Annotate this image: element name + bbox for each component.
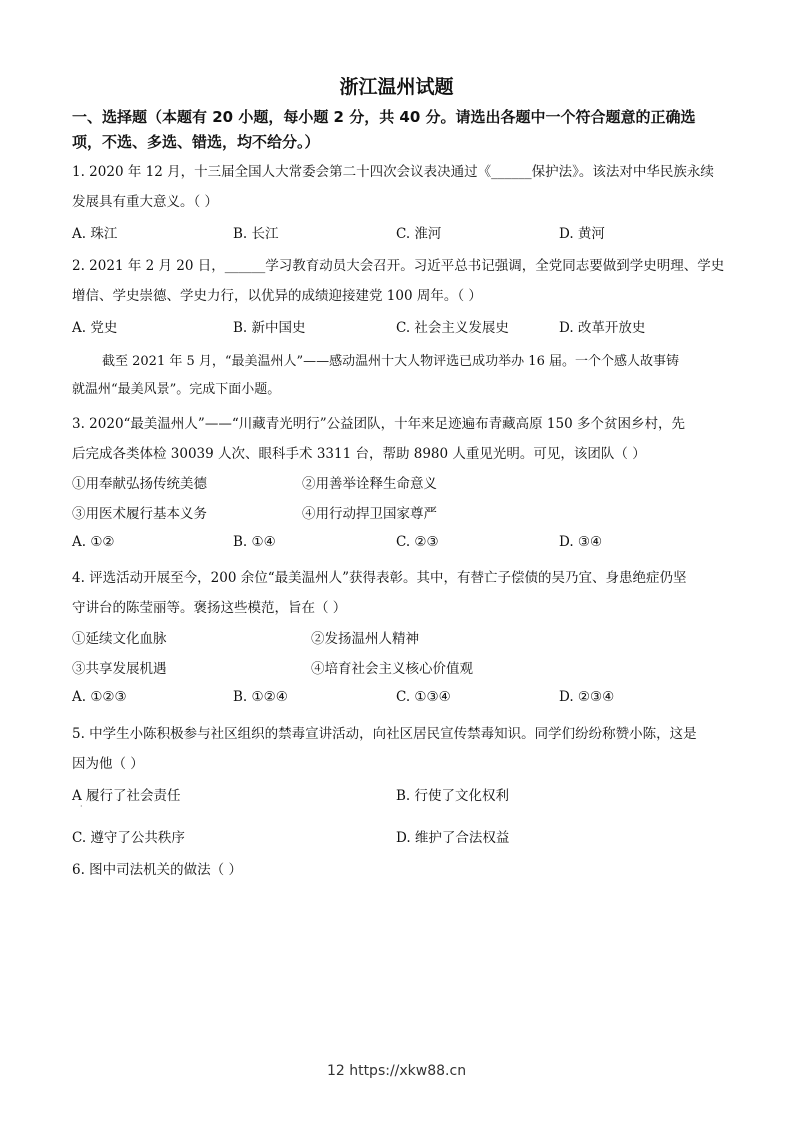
- q2-option-b: B. 新中国史: [233, 320, 306, 336]
- q3-option-b: B. ①④: [233, 534, 276, 550]
- q2-text-line-2: 增信、学史崇德、学史力行，以优异的成绩迎接建党 100 周年。（ ）: [72, 288, 482, 304]
- material-text-line-1: 截至 2021 年 5 月，“最美温州人”——感动温州十大人物评选已成功举办 16 届。一个个感人故事铸: [102, 354, 679, 369]
- q1-option-a: A. 珠江: [72, 226, 118, 242]
- q3-option-c: C. ②③: [396, 534, 439, 550]
- q1-option-c: C. 淮河: [396, 226, 442, 242]
- q3-text-line-1: 3. 2020“最美温州人”——“川藏青光明行”公益团队，十年来足迹遍布青藏高原 150 多个贫困乡村，先: [72, 416, 685, 432]
- q4-item-3: ③共享发展机遇: [72, 661, 167, 677]
- section-heading-line-1: 一、选择题（本题有 20 小题，每小题 2 分，共 40 分。请选出各题中一个符合题意的正确选: [72, 108, 696, 126]
- q3-option-a: A. ①②: [72, 534, 115, 550]
- page-title: 浙江温州试题: [339, 76, 454, 98]
- q3-item-1: ①用奉献弘扬传统美德: [72, 476, 207, 492]
- q4-option-d: D. ②③④: [559, 689, 615, 705]
- q1-option-b: B. 长江: [233, 226, 279, 242]
- q3-option-d: D. ③④: [559, 534, 603, 550]
- q5-text-line-2: 因为他（ ）: [72, 756, 144, 772]
- q4-option-a: A. ①②③: [72, 689, 127, 705]
- q2-option-a: A. 党史: [72, 320, 118, 336]
- q6-text-line-1: 6. 图中司法机关的做法（ ）: [72, 862, 242, 878]
- material-text-line-2: 就温州“最美风景”。完成下面小题。: [72, 382, 281, 397]
- q5-option-d: D. 维护了合法权益: [396, 830, 510, 846]
- q4-item-2: ②发扬温州人精神: [311, 631, 419, 647]
- q4-option-b: B. ①②④: [233, 689, 288, 705]
- q5-option-b: B. 行使了文化权利: [396, 788, 510, 804]
- q3-item-2: ②用善举诠释生命意义: [302, 476, 437, 492]
- q5-option-a: A 履行了社会责任: [72, 788, 181, 804]
- q3-item-4: ④用行动捍卫国家尊严: [302, 506, 437, 522]
- q5-option-c: C. 遵守了公共秩序: [72, 830, 185, 846]
- q4-item-1: ①延续文化血脉: [72, 631, 167, 647]
- q1-text-line-1: 1. 2020 年 12 月，十三届全国人大常委会第二十四次会议表决通过《______保护法》。该法对中华民族永续: [72, 164, 714, 180]
- q5-text-line-1: 5. 中学生小陈积极参与社区组织的禁毒宣讲活动，向社区居民宣传禁毒知识。同学们纷纷称赞小陈，这是: [72, 726, 697, 742]
- q2-option-c: C. 社会主义发展史: [396, 320, 509, 336]
- q1-option-d: D. 黄河: [559, 226, 605, 242]
- section-heading-line-2: 项，不选、多选、错选，均不给分。）: [72, 133, 320, 151]
- q2-option-d: D. 改革开放史: [559, 320, 646, 336]
- q4-option-c: C. ①③④: [396, 689, 451, 705]
- q3-item-3: ③用医术履行基本义务: [72, 506, 207, 522]
- q1-text-line-2: 发展具有重大意义。（ ）: [72, 194, 219, 210]
- q4-item-4: ④培育社会主义核心价值观: [311, 661, 473, 677]
- stray-dot-mark: ·: [80, 802, 83, 811]
- q3-text-line-2: 后完成各类体检 30039 人次、眼科手术 3311 台，帮助 8980 人重见光明。可见，该团队（ ）: [72, 446, 646, 462]
- q2-text-line-1: 2. 2021 年 2 月 20 日，______学习教育动员大会召开。习近平总书记强调，全党同志要做到学史明理、学史: [72, 258, 725, 274]
- q4-text-line-2: 守讲台的陈莹丽等。褒扬这些模范，旨在（ ）: [72, 600, 347, 616]
- page-footer: 12 https://xkw88.cn: [326, 1063, 467, 1079]
- q4-text-line-1: 4. 评选活动开展至今，200 余位“最美温州人”获得表彰。其中，有替亡子偿债的吴乃宜、身患绝症仍坚: [72, 570, 687, 586]
